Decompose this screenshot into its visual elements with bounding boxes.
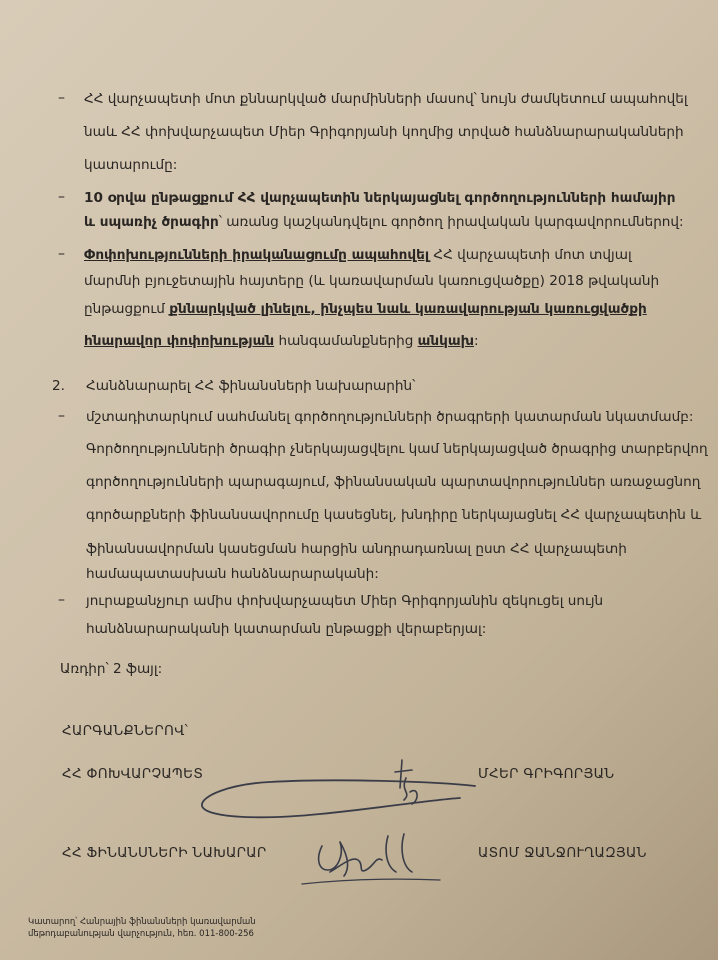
text-regular: հանգամանքներից [278, 333, 414, 349]
text-line: ֆինանսավորման կասեցման հարցին անդրադառնալ ըստ ՀՀ վարչապետի [86, 541, 627, 557]
text-line [84, 300, 647, 318]
text-regular: : [474, 333, 479, 349]
signature-2-image [300, 826, 470, 890]
footer-line: Կատարող՝ Հանրային ֆինանսների կառավարման [28, 917, 256, 927]
text-line: գործողությունների պարագայում, ֆինանսական պարտավորություններ առաջացնող [86, 474, 701, 490]
text-regular: ՝ առանց կաշկանդվելու գործող իրավական կարգավորումներով: [218, 214, 684, 230]
text-bold-underlined: հնարավոր փոփոխության [84, 333, 275, 349]
text-line [84, 213, 684, 231]
signatory-title: ՀՀ ՖԻՆԱՆՍՆԵՐԻ ՆԱԽԱՐԱՐ [62, 845, 267, 861]
signature-heading: ՀԱՐԳԱՆՔՆԵՐՈՎ՝ [62, 723, 189, 739]
text-line [84, 332, 479, 350]
item-number: 2. [52, 378, 65, 394]
text-line: Գործողությունների ծրագիր չներկայացվելու կամ ներկայացված ծրագրից տարբերվող [86, 441, 708, 457]
bullet-dash: – [58, 408, 65, 424]
attachment-note: Առդիր՝ 2 ֆայլ: [60, 661, 163, 677]
text-bold-underlined: անկախ [417, 333, 475, 349]
text-bold-underlined: Փոփոխությունների իրականացումը ապահովել [84, 247, 430, 263]
text-line: համապատասխան հանձնարարականի: [86, 566, 379, 582]
text-line: նաև ՀՀ փոխվարչապետ Միեր Գրիգորյանի կողմից տրված հանձնարարականների [84, 124, 684, 140]
text-line: գործարքների ֆինանսավորումը կասեցնել, խնդիրը ներկայացնել ՀՀ վարչապետին և [86, 507, 702, 523]
text-regular: ընթացքում [84, 301, 165, 317]
bullet-dash: – [58, 90, 65, 106]
text-line: հանձնարարականի կատարման ընթացքի վերաբերյալ: [86, 621, 487, 637]
text-bold-underlined: քննարկված լինելու, ինչպես նաև կառավարության կառուցվածքի [169, 301, 647, 317]
text-line: կատարումը: [84, 157, 178, 173]
bullet-dash: – [58, 189, 65, 205]
text-line: մշտադիտարկում սահմանել գործողությունների ծրագրերի կատարման նկատմամբ: [86, 409, 694, 425]
text-line [84, 246, 632, 264]
bullet-dash: – [58, 592, 65, 608]
bullet-dash: – [58, 246, 65, 262]
item-title: Հանձնարարել ՀՀ ֆինանսների նախարարին՝ [86, 378, 416, 394]
footer-line: մեթոդաբանության վարչություն, հեռ. 011-800-256 [28, 929, 254, 939]
text-regular: ՀՀ վարչապետի մոտ տվյալ [433, 247, 632, 263]
text-line: մարմնի բյուջետային հայտերը (և կառավարման կառուցվածքը) 2018 թվականի [84, 273, 660, 289]
text-line: ՀՀ վարչապետի մոտ քննարկված մարմինների մասով՝ նույն ժամկետում ապահովել [84, 91, 688, 107]
text-bold: և սպառիչ ծրագիր [84, 214, 219, 230]
signatory-title: ՀՀ ՓՈԽՎԱՐՉԱՊԵՏ [62, 766, 204, 782]
text-line: յուրաքանչյուր ամիս փոխվարչապետ Միեր Գրիգորյանին զեկուցել սույն [86, 593, 604, 609]
signature-1-image [190, 748, 480, 828]
signatory-name: ԱՏՈՄ ՋԱՆՋՈՒՂԱԶՅԱՆ [478, 845, 647, 861]
signatory-name: ՄՀԵՐ ԳՐԻԳՈՐՅԱՆ [478, 766, 615, 782]
text-line-bold: 10 օրվա ընթացքում ՀՀ վարչապետին ներկայացնել գործողությունների համայիր [84, 190, 676, 206]
